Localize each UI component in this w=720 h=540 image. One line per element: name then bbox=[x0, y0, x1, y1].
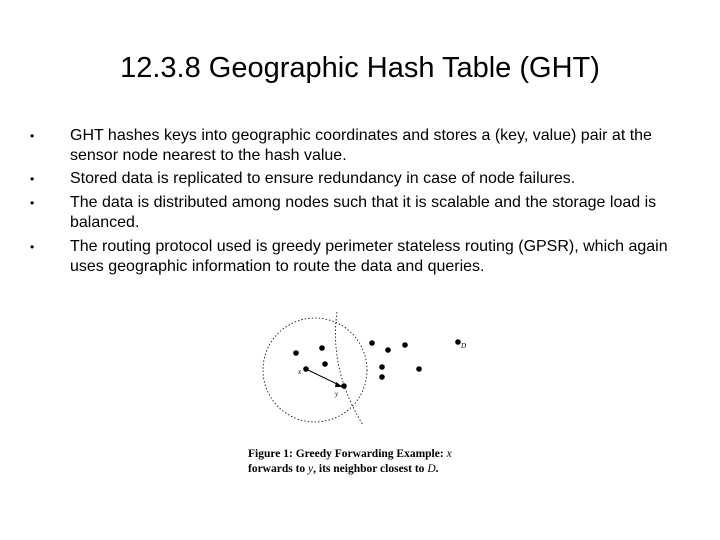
bullet-item bbox=[30, 237, 700, 277]
caption-var-y: y bbox=[308, 463, 314, 475]
bullet-text: Stored data is replicated to ensure redundancy in case of node failures. bbox=[70, 170, 576, 187]
node bbox=[293, 350, 299, 356]
forwarding-arrow bbox=[308, 370, 339, 385]
node bbox=[416, 366, 422, 372]
bullet-dot: • bbox=[30, 196, 35, 210]
bullet-dot: • bbox=[30, 172, 35, 186]
bullet-dot: • bbox=[30, 129, 35, 143]
bullet-dot: • bbox=[30, 240, 35, 254]
node-y bbox=[341, 383, 347, 389]
bullet-list bbox=[30, 126, 700, 281]
node bbox=[322, 361, 328, 367]
distance-arc bbox=[335, 312, 363, 425]
node-x bbox=[303, 366, 309, 372]
node bbox=[369, 340, 375, 346]
node-label-x: x bbox=[298, 368, 302, 376]
node-label-d: D bbox=[461, 342, 467, 350]
node bbox=[379, 374, 385, 380]
node bbox=[385, 347, 391, 353]
bullet-item bbox=[30, 193, 700, 233]
node bbox=[379, 364, 385, 370]
caption-text-b: , its neighbor closest to bbox=[313, 463, 425, 475]
bullet-text: The data is distributed among nodes such that it is scalable and the storage load is balanced. bbox=[70, 194, 657, 231]
greedy-forwarding-figure bbox=[255, 310, 515, 440]
caption-var-x: x bbox=[446, 448, 452, 460]
bullet-text: GHT hashes keys into geographic coordinates and stores a (key, value) pair at the sensor node nearest to the hash value. bbox=[70, 127, 652, 164]
bullet-item bbox=[30, 126, 700, 166]
slide-title: 12.3.8 Geographic Hash Table (GHT) bbox=[120, 52, 600, 84]
caption-end: . bbox=[435, 463, 439, 475]
caption-label: Figure 1: Greedy Forwarding Example: bbox=[248, 448, 444, 460]
bullet-text: The routing protocol used is greedy perimeter stateless routing (GPSR), which again uses geographic information to route the data and queries. bbox=[70, 238, 668, 275]
bullet-item bbox=[30, 169, 700, 189]
figure-caption bbox=[248, 447, 508, 477]
caption-text-a: forwards to bbox=[248, 463, 306, 475]
node-label-y: y bbox=[335, 390, 339, 398]
node bbox=[402, 342, 408, 348]
radio-range-circle bbox=[263, 318, 367, 422]
node bbox=[319, 345, 325, 351]
caption-var-d: D bbox=[427, 463, 436, 475]
node-d bbox=[455, 339, 461, 345]
